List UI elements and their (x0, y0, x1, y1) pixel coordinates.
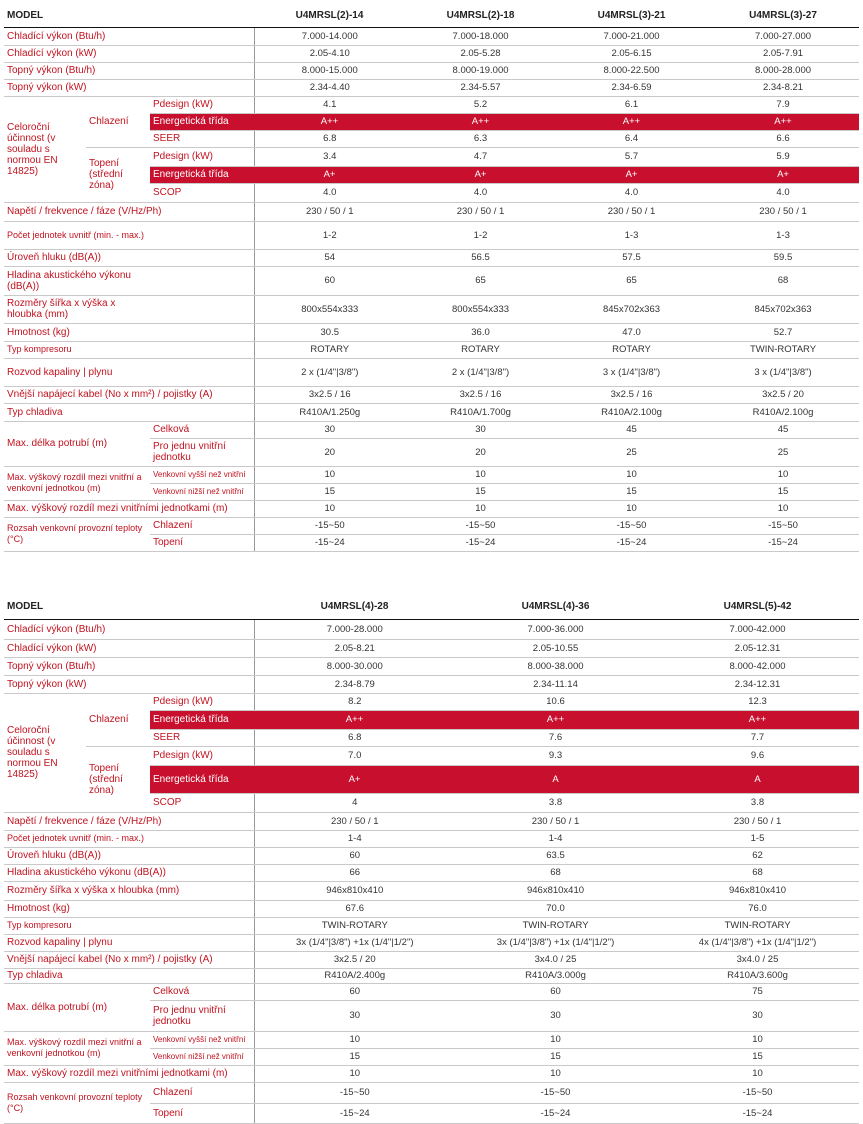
cell-value: 2.34-8.21 (707, 79, 859, 96)
cell-value: 1-2 (254, 221, 405, 249)
cell-value: 15 (556, 483, 707, 500)
cell-value: 6.8 (254, 729, 455, 746)
heating-group-label: Topení (střední zóna) (86, 147, 150, 202)
cell-value: 800x554x333 (254, 295, 405, 323)
cell-value: 3 x (1/4"|3/8") (707, 358, 859, 386)
cell-value: 60 (254, 266, 405, 295)
model-name: U4MRSL(3)-27 (707, 4, 859, 27)
cell-value: 8.000-42.000 (656, 657, 859, 675)
cell-value: 4.0 (707, 183, 859, 202)
model-name: U4MRSL(3)-21 (556, 4, 707, 27)
cell-value: -15~50 (707, 517, 859, 534)
cell-value: 845x702x363 (556, 295, 707, 323)
cell-value: 230 / 50 / 1 (556, 202, 707, 221)
cell-value: 7.7 (656, 729, 859, 746)
cell-value: 7.000-28.000 (254, 619, 455, 639)
cell-value: 1-4 (254, 830, 455, 847)
cell-value: 4 (254, 793, 455, 812)
cell-value: 57.5 (556, 249, 707, 266)
cell-value: 946x810x410 (254, 881, 455, 900)
energy-class-badge: A (455, 765, 656, 793)
cell-value: 52.7 (707, 323, 859, 341)
cell-value: 75 (656, 983, 859, 1000)
cell-value: 68 (707, 266, 859, 295)
cell-value: 2.34-12.31 (656, 675, 859, 693)
energy-class-label: Energetická třída (150, 765, 254, 793)
cell-value: 2.34-5.57 (405, 79, 556, 96)
model-name: U4MRSL(5)-42 (656, 594, 859, 619)
row-label: Topný výkon (kW) (4, 79, 254, 96)
cell-value: 12.3 (656, 693, 859, 710)
cell-value: 2.34-8.79 (254, 675, 455, 693)
cell-value: 3.8 (455, 793, 656, 812)
energy-class-badge: A++ (556, 113, 707, 130)
cell-value: 15 (656, 1048, 859, 1065)
cell-value: 30 (656, 1000, 859, 1031)
row-label: Napětí / frekvence / fáze (V/Hz/Ph) (4, 812, 254, 830)
cell-value: 1-3 (556, 221, 707, 249)
cell-value: 1-5 (656, 830, 859, 847)
cell-value: 1-4 (455, 830, 656, 847)
row-label: Rozměry šířka x výška x hloubka (mm) (4, 295, 150, 323)
cell-value: 56.5 (405, 249, 556, 266)
row-label: Rozvod kapaliny | plynu (4, 358, 150, 386)
cell-value: 30 (254, 1000, 455, 1031)
cell-value: 68 (656, 864, 859, 881)
row-label: Napětí / frekvence / fáze (V/Hz/Ph) (4, 202, 254, 221)
row-label: Typ chladiva (4, 968, 254, 983)
energy-class-badge: A++ (254, 113, 405, 130)
cell-value: 6.6 (707, 130, 859, 147)
cell-value: 70.0 (455, 900, 656, 917)
cell-value: 4.7 (405, 147, 556, 166)
row-label: Topný výkon (Btu/h) (4, 62, 254, 79)
energy-class-label: Energetická třída (150, 113, 254, 130)
cooling-group-label: Chlazení (86, 96, 150, 147)
sub-label: Venkovní vyšší než vnitřní (150, 466, 254, 483)
cell-value: 3x2.5 / 20 (254, 951, 455, 968)
cell-value: 7.6 (455, 729, 656, 746)
cell-value: R410A/1.700g (405, 403, 556, 421)
efficiency-label: Celoroční účinnost (v souladu s normou EN 14825) (4, 693, 86, 812)
energy-class-badge: A+ (405, 166, 556, 183)
cell-value: 230 / 50 / 1 (254, 812, 455, 830)
cell-value: -15~24 (455, 1103, 656, 1123)
sub-label: SCOP (150, 183, 254, 202)
cell-value: 4.0 (556, 183, 707, 202)
cell-value: -15~50 (556, 517, 707, 534)
cell-value: 10 (455, 1065, 656, 1082)
row-label: Vnější napájecí kabel (No x mm²) / pojistky (A) (4, 951, 254, 968)
row-label: Max. výškový rozdíl mezi vnitřními jednotkami (m) (4, 1065, 254, 1082)
cell-value: 6.3 (405, 130, 556, 147)
sub-label: Venkovní vyšší než vnitřní (150, 1031, 254, 1048)
cell-value: 230 / 50 / 1 (455, 812, 656, 830)
cell-value: 7.000-27.000 (707, 27, 859, 45)
cell-value: 30 (254, 421, 405, 438)
energy-class-badge: A (656, 765, 859, 793)
cell-value: 6.1 (556, 96, 707, 113)
sub-label: Topení (150, 534, 254, 551)
cell-value: 2.05-5.28 (405, 45, 556, 62)
sub-label: Pro jednu vnitřní jednotku (150, 1000, 254, 1031)
cell-value: 10 (405, 466, 556, 483)
cell-value: -15~24 (254, 1103, 455, 1123)
cell-value: 8.000-30.000 (254, 657, 455, 675)
cell-value: 230 / 50 / 1 (656, 812, 859, 830)
cell-value: 10 (656, 1031, 859, 1048)
cell-value: 7.000-18.000 (405, 27, 556, 45)
energy-class-badge: A++ (405, 113, 556, 130)
row-label: Max. výškový rozdíl mezi vnitřními jednotkami (m) (4, 500, 254, 517)
cell-value: 10 (254, 500, 405, 517)
energy-class-badge: A+ (254, 765, 455, 793)
cell-value: 10 (455, 1031, 656, 1048)
cell-value: 4x (1/4"|3/8") +1x (1/4"|1/2") (656, 934, 859, 951)
cell-value: 2.05-12.31 (656, 639, 859, 657)
cell-value: 2.05-10.55 (455, 639, 656, 657)
energy-class-badge: A++ (254, 710, 455, 729)
cell-value: 54 (254, 249, 405, 266)
cell-value: R410A/1.250g (254, 403, 405, 421)
row-label: Topný výkon (kW) (4, 675, 254, 693)
cell-value: 2.34-4.40 (254, 79, 405, 96)
energy-class-badge: A++ (707, 113, 859, 130)
cell-value: R410A/2.400g (254, 968, 455, 983)
cell-value: 7.000-42.000 (656, 619, 859, 639)
sub-label: Pdesign (kW) (150, 746, 254, 765)
cell-value: 4.0 (405, 183, 556, 202)
energy-class-label: Energetická třída (150, 710, 254, 729)
sub-label: SEER (150, 130, 254, 147)
cell-value: 2.34-11.14 (455, 675, 656, 693)
cell-value: 3 x (1/4"|3/8") (556, 358, 707, 386)
temp-range-label: Rozsah venkovní provozní teploty (°C) (4, 1082, 150, 1123)
cell-value: R410A/3.000g (455, 968, 656, 983)
height-diff-label: Max. výškový rozdíl mezi vnitřní a venkovní jednotkou (m) (4, 466, 150, 500)
cooling-group-label: Chlazení (86, 693, 150, 746)
row-label: Rozměry šířka x výška x hloubka (mm) (4, 881, 254, 900)
sub-label: Pdesign (kW) (150, 147, 254, 166)
cell-value: 3x2.5 / 16 (405, 386, 556, 403)
cell-value: -15~24 (254, 534, 405, 551)
cell-value: 60 (455, 983, 656, 1000)
cell-value: 2.05-6.15 (556, 45, 707, 62)
energy-class-label: Energetická třída (150, 166, 254, 183)
energy-class-badge: A+ (556, 166, 707, 183)
sub-label: Pdesign (kW) (150, 693, 254, 710)
cell-value: 3x2.5 / 16 (556, 386, 707, 403)
cell-value: 45 (707, 421, 859, 438)
cell-value: 1-2 (405, 221, 556, 249)
cell-value: 7.0 (254, 746, 455, 765)
cell-value: R410A/3.600g (656, 968, 859, 983)
sub-label: Celková (150, 983, 254, 1000)
pipe-length-label: Max. délka potrubí (m) (4, 421, 150, 466)
row-label: Chladící výkon (kW) (4, 639, 254, 657)
cell-value: -15~50 (405, 517, 556, 534)
cell-value: 10 (254, 466, 405, 483)
cell-value: 25 (556, 438, 707, 466)
row-label: Počet jednotek uvnitř (min. - max.) (4, 221, 150, 249)
row-label: Typ kompresoru (4, 341, 254, 358)
cell-value: R410A/2.100g (707, 403, 859, 421)
row-label: Hmotnost (kg) (4, 323, 254, 341)
cell-value: 30.5 (254, 323, 405, 341)
cell-value: 15 (254, 483, 405, 500)
row-label: Hladina akustického výkonu (dB(A)) (4, 864, 254, 881)
cell-value: 45 (556, 421, 707, 438)
cell-value: 60 (254, 983, 455, 1000)
cell-value: 63.5 (455, 847, 656, 864)
cell-value: ROTARY (405, 341, 556, 358)
cell-value: 10.6 (455, 693, 656, 710)
row-label: Chladící výkon (kW) (4, 45, 254, 62)
model-name: U4MRSL(4)-36 (455, 594, 656, 619)
sub-label: Topení (150, 1103, 254, 1123)
cell-value: -15~50 (455, 1082, 656, 1103)
sub-label: Venkovní nižší než vnitřní (150, 1048, 254, 1065)
cell-value: 10 (656, 1065, 859, 1082)
cell-value: 2.05-4.10 (254, 45, 405, 62)
cell-value: -15~24 (707, 534, 859, 551)
cell-value: -15~50 (254, 517, 405, 534)
cell-value: R410A/2.100g (556, 403, 707, 421)
cell-value: TWIN-ROTARY (707, 341, 859, 358)
cell-value: -15~24 (556, 534, 707, 551)
row-label: Hladina akustického výkonu (dB(A)) (4, 266, 150, 295)
cell-value: 10 (707, 466, 859, 483)
cell-value: TWIN-ROTARY (455, 917, 656, 934)
cell-value: 4.0 (254, 183, 405, 202)
cell-value: -15~24 (405, 534, 556, 551)
cell-value: 47.0 (556, 323, 707, 341)
sub-label: Pro jednu vnitřní jednotku (150, 438, 254, 466)
cell-value: 10 (254, 1031, 455, 1048)
heating-group-label: Topení (střední zóna) (86, 746, 150, 812)
cell-value: 5.2 (405, 96, 556, 113)
cell-value: 3.4 (254, 147, 405, 166)
cell-value: 20 (254, 438, 405, 466)
cell-value: 60 (254, 847, 455, 864)
pipe-length-label: Max. délka potrubí (m) (4, 983, 150, 1031)
sub-label: SCOP (150, 793, 254, 812)
energy-class-badge: A++ (656, 710, 859, 729)
cell-value: 15 (405, 483, 556, 500)
efficiency-label: Celoroční účinnost (v souladu s normou EN 14825) (4, 96, 86, 202)
cell-value: -15~24 (656, 1103, 859, 1123)
cell-value: TWIN-ROTARY (656, 917, 859, 934)
cell-value: -15~50 (254, 1082, 455, 1103)
cell-value: 2 x (1/4"|3/8") (254, 358, 405, 386)
row-label: Úroveň hluku (dB(A)) (4, 249, 254, 266)
cell-value: 2.34-6.59 (556, 79, 707, 96)
row-label: Chladící výkon (Btu/h) (4, 619, 254, 639)
cell-value: 68 (455, 864, 656, 881)
sub-label: Chlazení (150, 1082, 254, 1103)
energy-class-badge: A+ (707, 166, 859, 183)
energy-class-badge: A+ (254, 166, 405, 183)
sub-label: SEER (150, 729, 254, 746)
row-label: Topný výkon (Btu/h) (4, 657, 254, 675)
cell-value: 8.000-19.000 (405, 62, 556, 79)
cell-value: 20 (405, 438, 556, 466)
sub-label: Pdesign (kW) (150, 96, 254, 113)
cell-value: TWIN-ROTARY (254, 917, 455, 934)
sub-label: Chlazení (150, 517, 254, 534)
cell-value: 3x2.5 / 20 (707, 386, 859, 403)
model-header: MODEL (4, 594, 254, 619)
model-header: MODEL (4, 4, 254, 27)
cell-value: 6.8 (254, 130, 405, 147)
spec-table-1 (4, 4, 859, 552)
temp-range-label: Rozsah venkovní provozní teploty (°C) (4, 517, 150, 551)
cell-value: 5.7 (556, 147, 707, 166)
cell-value: 7.000-14.000 (254, 27, 405, 45)
row-label: Typ kompresoru (4, 917, 254, 934)
cell-value: 15 (254, 1048, 455, 1065)
sub-label: Venkovní nižší než vnitřní (150, 483, 254, 500)
spec-table-2 (4, 594, 859, 1124)
cell-value: ROTARY (254, 341, 405, 358)
energy-class-badge: A++ (455, 710, 656, 729)
row-label: Rozvod kapaliny | plynu (4, 934, 254, 951)
cell-value: 7.000-36.000 (455, 619, 656, 639)
cell-value: 3x4.0 / 25 (455, 951, 656, 968)
row-label: Vnější napájecí kabel (No x mm²) / pojistky (A) (4, 386, 254, 403)
cell-value: 15 (455, 1048, 656, 1065)
cell-value: 3x2.5 / 16 (254, 386, 405, 403)
row-label: Úroveň hluku (dB(A)) (4, 847, 254, 864)
cell-value: 65 (556, 266, 707, 295)
cell-value: 3x4.0 / 25 (656, 951, 859, 968)
cell-value: 59.5 (707, 249, 859, 266)
cell-value: 10 (556, 466, 707, 483)
cell-value: 10 (707, 500, 859, 517)
cell-value: 230 / 50 / 1 (707, 202, 859, 221)
cell-value: 8.000-28.000 (707, 62, 859, 79)
cell-value: 3x (1/4"|3/8") +1x (1/4"|1/2") (254, 934, 455, 951)
row-label: Počet jednotek uvnitř (min. - max.) (4, 830, 254, 847)
cell-value: 3x (1/4"|3/8") +1x (1/4"|1/2") (455, 934, 656, 951)
cell-value: 230 / 50 / 1 (405, 202, 556, 221)
cell-value: 9.6 (656, 746, 859, 765)
model-name: U4MRSL(4)-28 (254, 594, 455, 619)
cell-value: 1-3 (707, 221, 859, 249)
cell-value: 5.9 (707, 147, 859, 166)
cell-value: 8.2 (254, 693, 455, 710)
cell-value: 6.4 (556, 130, 707, 147)
cell-value: 2.05-8.21 (254, 639, 455, 657)
row-label: Chladící výkon (Btu/h) (4, 27, 254, 45)
cell-value: 800x554x333 (405, 295, 556, 323)
cell-value: 7.9 (707, 96, 859, 113)
cell-value: 30 (405, 421, 556, 438)
row-label: Hmotnost (kg) (4, 900, 254, 917)
cell-value: 10 (405, 500, 556, 517)
cell-value: 10 (556, 500, 707, 517)
model-name: U4MRSL(2)-14 (254, 4, 405, 27)
cell-value: 8.000-38.000 (455, 657, 656, 675)
row-label: Typ chladiva (4, 403, 254, 421)
cell-value: 2.05-7.91 (707, 45, 859, 62)
cell-value: 76.0 (656, 900, 859, 917)
cell-value: 845x702x363 (707, 295, 859, 323)
cell-value: 30 (455, 1000, 656, 1031)
cell-value: 3.8 (656, 793, 859, 812)
cell-value: 946x810x410 (455, 881, 656, 900)
cell-value: 10 (254, 1065, 455, 1082)
cell-value: 946x810x410 (656, 881, 859, 900)
model-name: U4MRSL(2)-18 (405, 4, 556, 27)
cell-value: -15~50 (656, 1082, 859, 1103)
cell-value: 230 / 50 / 1 (254, 202, 405, 221)
cell-value: 67.6 (254, 900, 455, 917)
cell-value: 62 (656, 847, 859, 864)
cell-value: 25 (707, 438, 859, 466)
cell-value: 36.0 (405, 323, 556, 341)
cell-value: 66 (254, 864, 455, 881)
cell-value: 7.000-21.000 (556, 27, 707, 45)
cell-value: 8.000-22.500 (556, 62, 707, 79)
sub-label: Celková (150, 421, 254, 438)
cell-value: 2 x (1/4"|3/8") (405, 358, 556, 386)
cell-value: 15 (707, 483, 859, 500)
height-diff-label: Max. výškový rozdíl mezi vnitřní a venkovní jednotkou (m) (4, 1031, 150, 1065)
cell-value: 8.000-15.000 (254, 62, 405, 79)
cell-value: 4.1 (254, 96, 405, 113)
cell-value: 65 (405, 266, 556, 295)
cell-value: ROTARY (556, 341, 707, 358)
cell-value: 9.3 (455, 746, 656, 765)
